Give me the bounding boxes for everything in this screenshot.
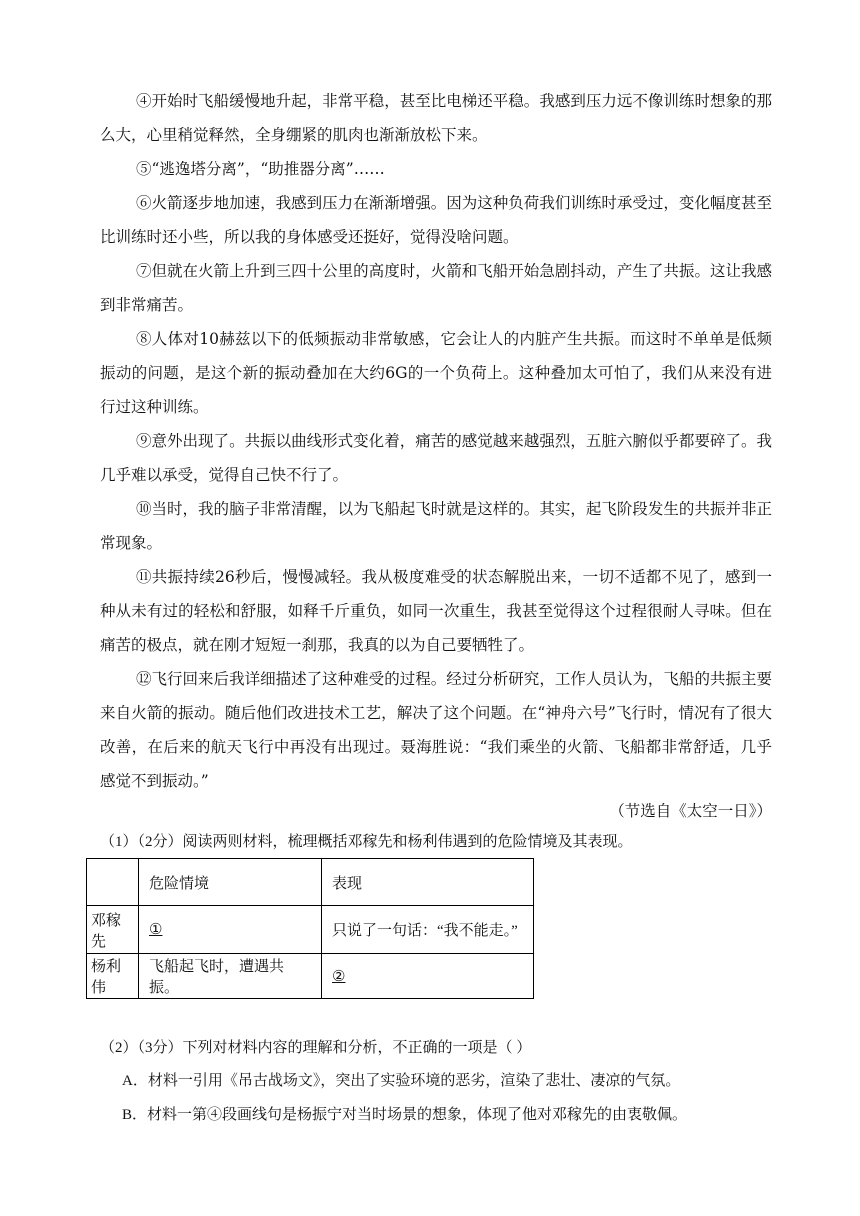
table-cell: 只说了一句话：“我不能走。”: [322, 906, 534, 954]
table-cell: 邓稼先: [87, 906, 139, 954]
question-1-stem: （1）（2分）阅读两则材料，梳理概括邓稼先和杨利伟遇到的危险情境及其表现。: [100, 834, 633, 850]
table-header-cell: 危险情境: [139, 859, 322, 906]
paragraph-6: ⑥火箭逐步地加速，我感到压力在渐渐增强。因为这种负荷我们训练时承受过，变化幅度甚至比训练时还小些，所以我的身体感受还挺好，觉得没啥问题。: [100, 194, 772, 246]
paragraph-4: ④开始时飞船缓慢地升起，非常平稳，甚至比电梯还平稳。我感到压力远不像训练时想象的那么大，心里稍觉释然，全身绷紧的肌肉也渐渐放松下来。: [100, 92, 772, 144]
question-2-stem: （2）（3分）下列对材料内容的理解和分析，不正确的一项是（ ）: [100, 1040, 532, 1056]
option-b: B．材料一第④段画线句是杨振宁对当时场景的想象，体现了他对邓稼先的由衷敬佩。: [122, 1107, 688, 1123]
answer-table: [86, 858, 534, 999]
source-citation: （节选自《太空一日》）: [609, 802, 772, 820]
paragraph-5: ⑤“逃逸塔分离”，“助推器分离”……: [136, 160, 385, 178]
table-row: [87, 954, 534, 999]
table-row: [87, 906, 534, 954]
table-header-cell: 表现: [322, 859, 534, 906]
table-cell: 飞船起飞时，遭遇共振。: [139, 954, 322, 999]
answer-blank-1: ①: [139, 906, 322, 954]
paragraph-9: ⑨意外出现了。共振以曲线形式变化着，痛苦的感觉越来越强烈，五脏六腑似乎都要碎了。我几乎难以承受，觉得自己快不行了。: [100, 432, 772, 484]
paragraph-8: ⑧人体对10赫兹以下的低频振动非常敏感，它会让人的内脏产生共振。而这时不单单是低频振动的问题，是这个新的振动叠加在大约6G的一个负荷上。这种叠加太可怕了，我们从来没有进行过这种训练。: [100, 330, 772, 416]
option-a: A．材料一引用《吊古战场文》，突出了实验环境的恶劣，渲染了悲壮、凄凉的气氛。: [122, 1073, 681, 1089]
paragraph-7: ⑦但就在火箭上升到三四十公里的高度时，火箭和飞船开始急剧抖动，产生了共振。这让我感到非常痛苦。: [100, 262, 772, 314]
table-cell: 杨利伟: [87, 954, 139, 999]
paragraph-12: ⑫飞行回来后我详细描述了这种难受的过程。经过分析研究，工作人员认为，飞船的共振主要来自火箭的振动。随后他们改进技术工艺，解决了这个问题。在“神舟六号”飞行时，情况有了很大改善，在后来的航天飞行中再没有出现过。聂海胜说：“我们乘坐的火箭、飞船都非常舒适，几乎感觉不到振动。”: [100, 670, 772, 790]
paragraph-11: ⑪共振持续26秒后，慢慢减轻。我从极度难受的状态解脱出来，一切不适都不见了，感到一种从未有过的轻松和舒服，如释千斤重负，如同一次重生，我甚至觉得这个过程很耐人寻味。但在痛苦的极点，就在刚才短短一刹那，我真的以为自己要牺牲了。: [100, 568, 772, 654]
table-header-cell: [87, 859, 139, 906]
answer-blank-2: ②: [322, 954, 534, 999]
paragraph-10: ⑩当时，我的脑子非常清醒，以为飞船起飞时就是这样的。其实，起飞阶段发生的共振并非正常现象。: [100, 500, 772, 552]
table-header-row: [87, 859, 534, 906]
